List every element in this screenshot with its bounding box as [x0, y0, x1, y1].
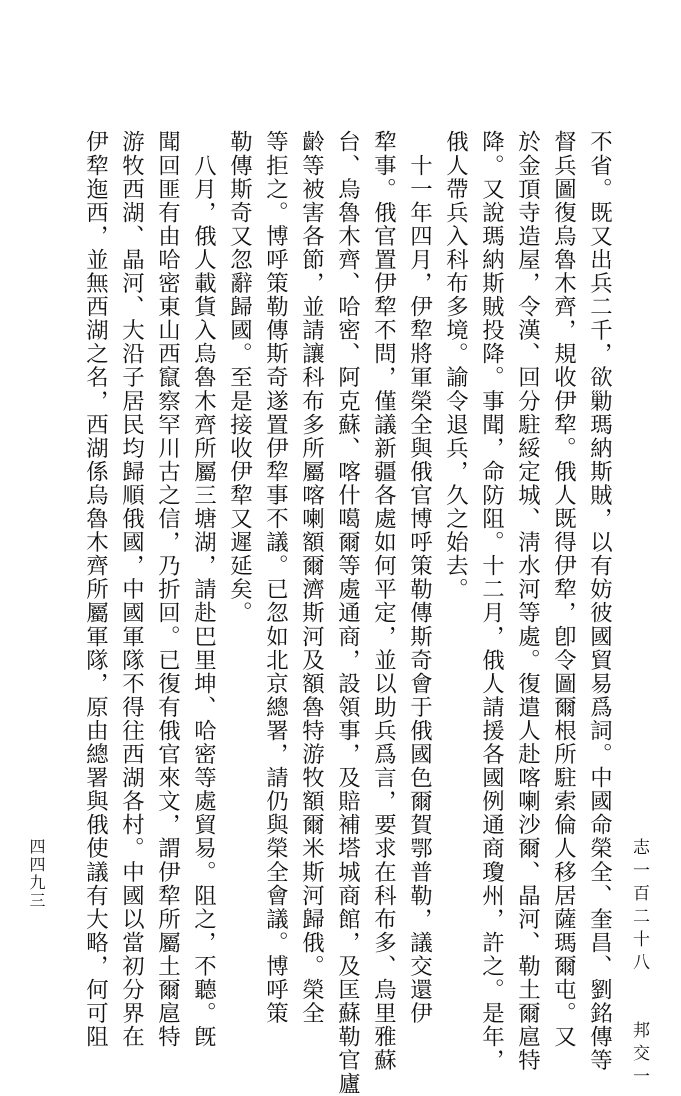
text-column: 齡等被害各節，並請讓科布多所屬喀喇額爾濟斯河及額魯特游牧額爾米斯河歸俄。榮全 — [298, 130, 325, 1025]
chapter-title: 志一百二十八 — [629, 838, 649, 976]
text-column: 督兵圖復烏魯木齊，規收伊犂。俄人既得伊犂，卽令圖爾根所駐索倫人移居薩瑪爾屯。又 — [550, 130, 577, 1049]
text-column: 八月，俄人載貨入烏魯木齊所屬三塘湖，請赴巴里坤、哈密等處貿易。阻之，不聽。旣 — [190, 130, 217, 1049]
section-title: 邦交一 — [629, 1020, 649, 1090]
text-column: 伊犂迤西，並無西湖之名，西湖係烏魯木齊所屬軍隊，原由總署與俄使議有大略，何可阻 — [82, 130, 109, 1049]
text-column: 不省。既又出兵二千，欲勦瑪納斯賊，以有妨彼國貿易爲詞。中國命榮全、奎昌、劉銘傳等 — [586, 130, 613, 1072]
text-column: 十一年四月，伊犂將軍榮全與俄官博呼策勒傳斯奇會于俄國色爾賀鄂普勒，議交還伊 — [406, 130, 433, 1025]
text-column: 於金頂寺造屋，令漢、回分駐綏定城、淸水河等處。復遣人赴喀喇沙爾、晶河、勒土爾扈特 — [514, 130, 541, 1072]
text-column: 勒傳斯奇又忽辭歸國。至是接收伊犂又遲延矣。 — [226, 130, 253, 625]
text-column: 游牧西湖、晶河、大沿子居民均歸順俄國，中國軍隊不得往西湖各村。中國以當初分界在 — [118, 130, 145, 1049]
text-column: 降。又說瑪納斯賊投降。事聞，命防阻。十二月，俄人請援各國例通商瓊州，許之。是年， — [478, 130, 505, 1072]
text-column: 台、烏魯木齊、哈密、阿克蘇、喀什噶爾等處通商，設領事，及賠補塔城商館，及匡蘇勒官廬 — [334, 130, 361, 1096]
text-column: 聞回匪有由哈密東山西竄察罕川古之信，乃折回。已復有俄官來文，謂伊犂所屬土爾扈特 — [154, 130, 181, 1049]
chapter-heading — [630, 838, 647, 1090]
text-column: 俄人帶兵入科布多境。諭令退兵，久之始去。 — [442, 130, 469, 601]
text-column: 等拒之。博呼策勒傳斯奇遂置伊犂事不議。已忽如北京總署，請仍與榮全會議。博呼策 — [262, 130, 289, 1025]
text-column: 犂事。俄官置伊犂不問，僅議新疆各處如何平定，並以助兵爲言，要求在科布多、烏里雅蘇 — [370, 130, 397, 1072]
page-number: 四四九三 — [27, 838, 46, 910]
